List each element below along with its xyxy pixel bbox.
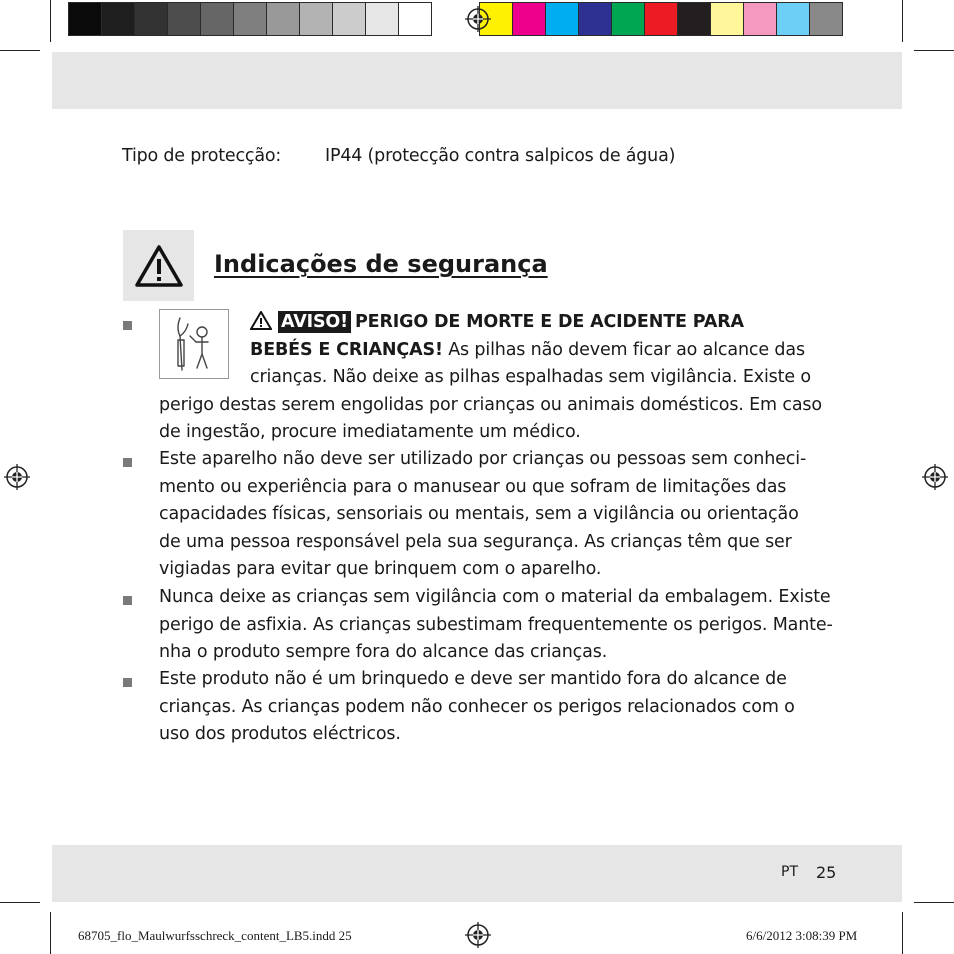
color-swatch [611,2,645,36]
bullet-line: Este aparelho não deve ser utilizado por crianças ou pessoas sem conheci- [159,449,807,469]
color-swatch [512,2,546,36]
color-swatch [266,2,300,36]
color-swatch [200,2,234,36]
color-swatch [233,2,267,36]
warning-text: As pilhas não devem ficar ao alcance das [442,339,805,360]
color-swatch [299,2,333,36]
crop-mark [902,0,903,42]
registration-mark-icon [465,6,491,32]
color-swatch [365,2,399,36]
aviso-badge: AVISO! [278,311,351,333]
section-title: Indicações de segurança [214,250,548,278]
bullet-paragraph [159,584,839,667]
color-swatch [545,2,579,36]
warning-line [159,309,839,337]
warning-paragraph [159,309,839,447]
color-swatch [743,2,777,36]
page-number: 25 [816,863,837,882]
bullet-line: perigo de asfixia. As crianças subestimam frequentemente os perigos. Mante- [159,614,833,635]
bullet-marker [123,596,132,605]
color-swatch [167,2,201,36]
bullet-marker [123,678,132,687]
bullet-line: crianças. As crianças podem não conhecer os perigos relacionados com o [159,696,795,717]
spec-value: IP44 (protecção contra salpicos de água) [325,146,676,166]
bullet-line: nha o produto sempre fora do alcance das crianças. [159,642,608,662]
color-swatch [398,2,432,36]
warning-line: crianças. Não deixe as pilhas espalhadas sem vigilância. Existe o [250,367,811,387]
footer-band [52,845,902,902]
color-swatch [644,2,678,36]
bullet-paragraph [159,666,839,749]
crop-mark [0,902,40,903]
crop-mark [914,902,954,903]
crop-mark [50,0,51,42]
bullet-marker [123,321,132,330]
color-swatch [134,2,168,36]
crop-mark [914,50,954,51]
warning-triangle-icon [134,244,184,288]
bullet-paragraph [159,446,839,584]
bullet-line: capacidades físicas, sensoriais ou mentais, sem a vigilância ou orientação [159,504,799,524]
bullet-line: Este produto não é um brinquedo e deve ser mantido fora do alcance de [159,669,787,689]
crop-mark [50,912,51,954]
footer-language: PT [781,864,798,880]
warning-box [123,230,194,301]
warning-line: perigo destas serem engolidas por crianças ou animais domésticos. Em caso [159,394,822,415]
registration-mark-icon [922,464,948,490]
header-band [52,52,902,109]
color-swatch [68,2,102,36]
bullet-line: vigiadas para evitar que brinquem com o aparelho. [159,559,602,579]
bullet-marker [123,458,132,467]
bullet-line: uso dos produtos eléctricos. [159,724,401,744]
color-swatch [809,2,843,36]
registration-mark-icon [4,464,30,490]
bullet-line: mento ou experiência para o manusear ou que sofram de limitações das [159,476,787,497]
color-swatch [578,2,612,36]
spec-label: Tipo de protecção: [122,146,282,166]
crop-mark [902,912,903,954]
color-swatch [677,2,711,36]
slug-filename: 68705_flo_Maulwurfsschreck_content_LB5.indd 25 [78,928,352,943]
warning-triangle-icon [250,311,272,330]
warning-headline: PERIGO DE MORTE E DE ACIDENTE PARA [354,312,744,332]
color-swatch [710,2,744,36]
warning-line: de ingestão, procure imediatamente um médico. [159,422,581,442]
crop-mark [0,50,40,51]
color-swatch [101,2,135,36]
bullet-line: de uma pessoa responsável pela sua segurança. As crianças têm que ser [159,531,792,552]
warning-headline: BEBÉS E CRIANÇAS! [250,339,443,360]
color-swatch [332,2,366,36]
slug-datetime: 6/6/2012 3:08:39 PM [746,928,858,943]
warning-line [159,337,839,365]
bullet-line: Nunca deixe as crianças sem vigilância com o material da embalagem. Existe [159,587,831,607]
color-calibration-strip [68,2,842,36]
color-swatch [776,2,810,36]
registration-mark-icon [465,922,491,948]
